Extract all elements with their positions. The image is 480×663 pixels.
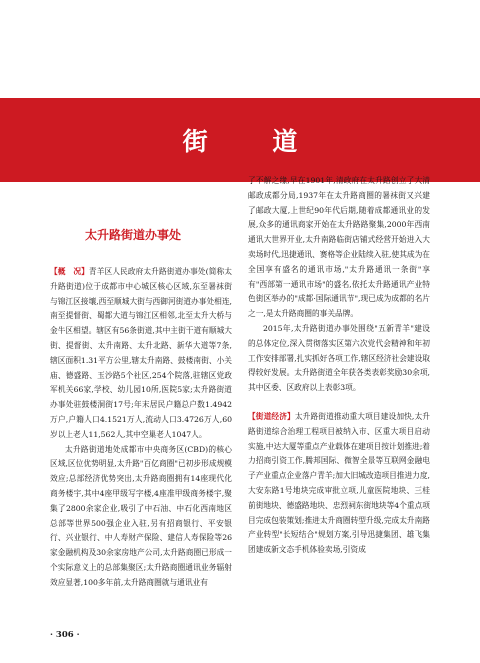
overview-tag: 【概 况】	[50, 267, 89, 276]
paragraph-spacer	[248, 396, 430, 410]
economy-tag: 【街道经济】	[248, 411, 295, 421]
section-heading: 太升路街道办事处	[84, 228, 181, 242]
economy-text: 太升路街道推动重大项目建设加快,太升路街道综合治理工程项目被纳入市、区重大项目启动实施,中达大厦等重点产业载体在建项目按计划推进;着力招商引资工作,腾邦国际、微智全景等互联网金融电子产业重点企业落户青羊;加大旧城改造项目推进力度,大安东路1号地块完成审批立项,儿童医院地块、三桂前街地块、德盛路地块、忠烈祠东街地块等4个重点项目完成包装策划;推进太升商圈转型升级,完成太升南路产业转型"长短结合"规划方案,引导迅捷集团、雄飞集团建成新文态手机体验卖场,引资成	[248, 411, 430, 555]
left-column	[50, 265, 232, 591]
page-number: · 306 ·	[50, 630, 80, 640]
chapter-banner	[0, 98, 480, 182]
right-column	[248, 174, 430, 558]
overview-paragraph	[50, 265, 232, 443]
chapter-title: 街 道	[182, 127, 326, 156]
overview-text: 青羊区人民政府太升路街道办事处(简称太升路街道)位于成都市中心城区核心区域,东至暑袜街与锦江区接壤,西至顺城大街与西御河街道办事处相连,南至提督街、蜀都大道与锦江区相邻,北至太升大桥与金牛区相望。辖区有56条街道,其中主街干道有顺城大街、提督街、太升南路、太升北路、新华大道等7条,辖区面积1.31平方公里,辖太升南路、鼓楼南街、小关庙、德盛路、玉沙路5个社区,254个院落,驻辖区党政军机关66家,学校、幼儿园10所,医院5家;太升路街道办事处驻鼓楼洞街17号;年末居民户籍总户数1.4942万户,户籍人口4.1521万人,流动人口3.4726万人,60岁以上老人11,562人,其中空巢老人1047人。	[50, 267, 232, 439]
telecom-history-paragraph: 了不解之缘,早在1901年,清政府在太升路创立了大清邮政成都分局,1937年在太升路商圈的暑袜街又兴建了邮政大厦,上世纪90年代后期,随着成都通讯业的发展,众多的通讯商家开始在太升路路聚集,2000年西南通讯大世界开业,太升南路临街店铺式经营开始进入大卖场时代,迅捷通讯、赛格等企业陆续入驻,使其成为在全国享有盛名的通讯市场,"太升路通讯一条街"享有"西部第一通讯市场"的盛名,依托太升路通讯产业特色街区举办的"成都·国际通讯节",现已成为成都的名片之一,是太升路商圈的事关品牌。	[248, 176, 430, 319]
cbd-paragraph: 太升路街道地处成都市中央商务区(CBD)的核心区域,区位优势明显,太升路"百亿商圈"已初步形成规模效应;总部经济优势突出,太升路商圈拥有14座现代化商务楼宇,其中4座甲级写字楼,4座准甲级商务楼宇,聚集了2800余家企业,吸引了中石油、中石化西南地区总部等世界500强企业入驻,另有招商银行、平安银行、兴业银行、中人寿财产保险、建信人寿保险等26家金融机构及30余家房地产公司,太升路商圈已形成一个实际意义上的总部集聚区;太升路商圈通讯业务辐射效应显著,100多年前,太升路商圈就与通讯业有	[50, 444, 232, 587]
economy-paragraph	[248, 410, 430, 558]
annual-summary-paragraph: 2015年,太升路街道办事处围绕"五新青羊"建设的总体定位,深入贯彻落实区第六次党代会精神和年初工作安排部署,扎实抓好各项工作,辖区经济社会建设取得较好发展。太升路街道全年获各类表彰奖励30余项,其中区委、区政府以上表彰3项。	[248, 323, 430, 393]
